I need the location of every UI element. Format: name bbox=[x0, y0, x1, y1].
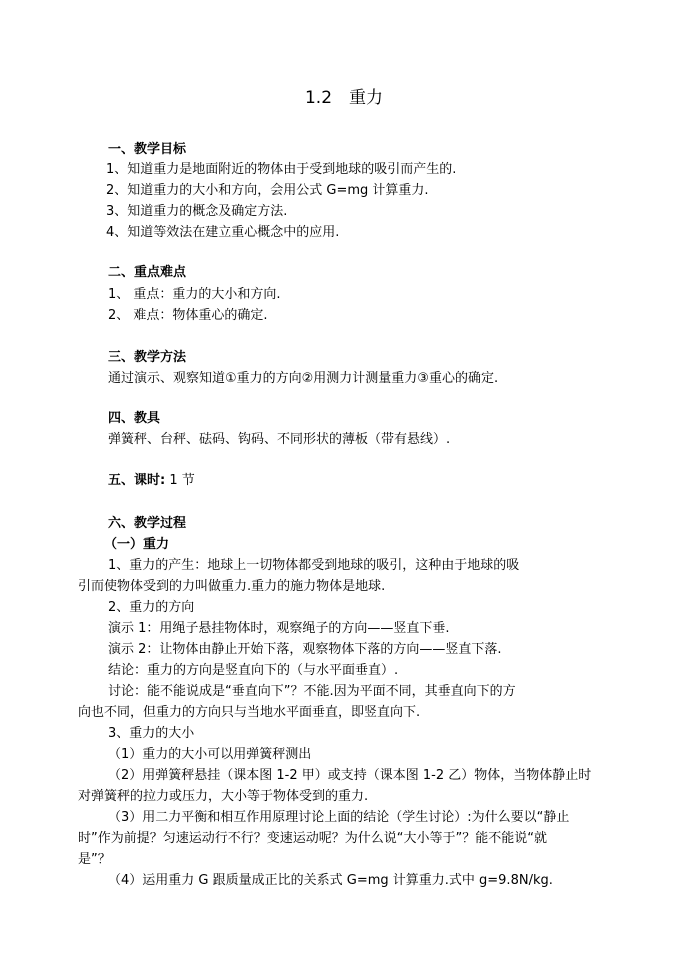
objective-item: 4、知道等效法在建立重心概念中的应用. bbox=[106, 225, 340, 240]
paragraph-line: （1）重力的大小可以用弹簧秤测出 bbox=[108, 747, 312, 762]
objective-item: 1、知道重力是地面附近的物体由于受到地球的吸引而产生的. bbox=[106, 162, 457, 177]
paragraph-line: 结论：重力的方向是竖直向下的（与水平面垂直）. bbox=[108, 663, 399, 678]
doc-title: 1.2 重力 bbox=[304, 88, 384, 108]
paragraph-line: 时”作为前提？匀速运动行不行？变速运动呢？为什么说“大小等于”？能不能说“就 bbox=[78, 831, 547, 846]
class-hours-value: 1 节 bbox=[165, 473, 195, 488]
paragraph-line: （3）用二力平衡和相互作用原理讨论上面的结论（学生讨论）:为什么要以“静止 bbox=[108, 810, 570, 825]
objective-item: 2、知道重力的大小和方向，会用公式 G=mg 计算重力. bbox=[106, 183, 429, 198]
paragraph-line: （4）运用重力 G 跟质量成正比的关系式 G=mg 计算重力.式中 g=9.8N/kg. bbox=[108, 873, 553, 888]
paragraph-line: 引而使物体受到的力叫做重力.重力的施力物体是地球. bbox=[78, 579, 386, 594]
paragraph-line: 是”？ bbox=[78, 852, 111, 867]
paragraph-line: （2）用弹簧秤悬挂（课本图 1-2 甲）或支持（课本图 1-2 乙）物体，当物体静止时 bbox=[108, 768, 592, 783]
key-point-item: 2、 难点：物体重心的确定. bbox=[108, 308, 268, 323]
paragraph-line: 讨论：能不能说成是“垂直向下”？不能.因为平面不同，其垂直向下的方 bbox=[108, 684, 516, 699]
heading-process: 六、教学过程 bbox=[108, 516, 187, 531]
paragraph-line: 3、重力的大小 bbox=[108, 726, 195, 741]
heading-materials: 四、教具 bbox=[108, 411, 161, 426]
objective-item: 3、知道重力的概念及确定方法. bbox=[106, 204, 288, 219]
paragraph-line: 2、重力的方向 bbox=[108, 600, 195, 615]
paragraph-line: 向也不同，但重力的方向只与当地水平面垂直，即竖直向下. bbox=[78, 705, 421, 720]
class-hours bbox=[108, 472, 195, 490]
key-point-item: 1、 重点：重力的大小和方向. bbox=[108, 287, 281, 302]
paragraph-line: 1、重力的产生：地球上一切物体都受到地球的吸引，这种由于地球的吸 bbox=[108, 558, 520, 573]
paragraph-line: 演示 2：让物体由静止开始下落，观察物体下落的方向——竖直下落. bbox=[108, 642, 502, 657]
materials-text: 弹簧秤、台秤、砝码、钩码、不同形状的薄板（带有悬线）. bbox=[108, 432, 451, 447]
heading-class-hours: 五、课时: bbox=[108, 473, 166, 488]
paragraph-line: 对弹簧秤的拉力或压力，大小等于物体受到的重力. bbox=[78, 789, 369, 804]
subheading-gravity: （一）重力 bbox=[104, 537, 170, 552]
heading-methods: 三、教学方法 bbox=[108, 350, 187, 365]
paragraph-line: 演示 1：用绳子悬挂物体时，观察绳子的方向——竖直下垂. bbox=[108, 621, 450, 636]
heading-key-points: 二、重点难点 bbox=[108, 265, 187, 280]
methods-text: 通过演示、观察知道①重力的方向②用测力计测量重力③重心的确定. bbox=[108, 371, 499, 386]
heading-objectives: 一、教学目标 bbox=[108, 142, 187, 157]
